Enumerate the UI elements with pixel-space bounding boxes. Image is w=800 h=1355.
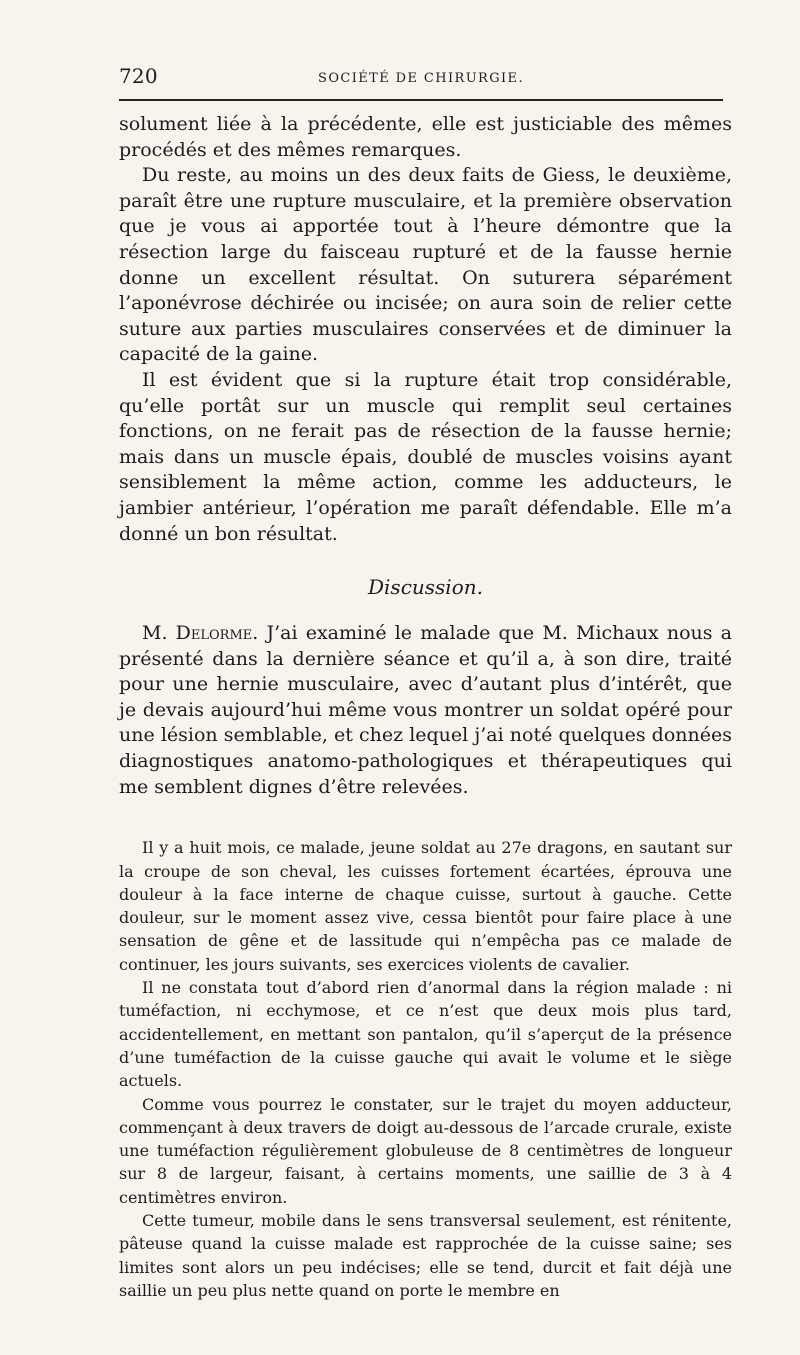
case-paragraph-2: Il ne constata tout d’abord rien d’anormal dans la région malade : ni tuméfaction, ni ecchymose, et ce n’est que deux mois plus tard, accidentellement, en mettant son pantalon, qu’il s’aperçut de la présence d’une tuméfaction de la cuisse gauche qui avait le volume et le siège actuels. — [119, 978, 732, 1091]
main-text — [119, 112, 732, 1302]
discussion-text: J’ai examiné le malade que M. Michaux nous a présenté dans la dernière séance et qu’il a, à son dire, traité pour une hernie musculaire, avec d’autant plus d’intérêt, que je devais aujourd’hui même vous montrer un soldat opéré pour une lésion semblable, et chez lequel j’ai noté quelques données diagnostiques anatomo-pathologiques et thérapeutiques qui me semblent dignes d’être relevées. — [119, 622, 732, 798]
speaker-name: M. Delorme. — [142, 622, 259, 645]
case-paragraph-3: Comme vous pourrez le constater, sur le trajet du moyen adducteur, commençant à deux travers de doigt au-dessous de l’arcade crurale, existe une tuméfaction régulièrement globuleuse de 8 centimètres de longueur sur 8 de largeur, faisant, à certains moments, une saillie de 3 à 4 centimètres environ. — [119, 1094, 732, 1207]
paragraph-2: Du reste, au moins un des deux faits de Giess, le deuxième, paraît être une rupture musculaire, et la première observation que je vous ai apportée tout à l’heure démontre que la résection large du faisceau rupturé et de la fausse hernie donne un excellent résultat. On suturera séparément l’aponévrose déchirée ou incisée; on aura soin de relier cette suture aux parties musculaires conservées et de diminuer la capacité de la gaine. — [119, 164, 732, 366]
discussion-heading: Discussion. — [368, 575, 483, 600]
paragraph-1: solument liée à la précédente, elle est justiciable des mêmes procédés et des mêmes remarques. — [119, 113, 732, 161]
paragraph-3: Il est évident que si la rupture était trop considérable, qu’elle portât sur un muscle qui remplit seul certaines fonctions, on ne ferait pas de résection de la fausse hernie; mais dans un muscle épais, doublé de muscles voisins ayant sensiblement la même action, comme les adducteurs, le jambier antérieur, l’opération me paraît défendable. Elle m’a donné un bon résultat. — [119, 368, 732, 545]
case-paragraph-1: Il y a huit mois, ce malade, jeune soldat au 27e dragons, en sautant sur la croupe de son cheval, les cuisses fortement écartées, éprouva une douleur à la face interne de chaque cuisse, surtout à gauche. Cette douleur, sur le moment assez vive, cessa bientôt pour faire place à une sensation de gêne et de lassitude qui n’empêcha pas ce malade de continuer, les jours suivants, ses exercices violents de cavalier. — [119, 838, 732, 974]
running-title: SOCIÉTÉ DE CHIRURGIE. — [318, 71, 524, 86]
page-number: 720 — [119, 64, 158, 88]
header-rule — [119, 99, 723, 101]
discussion-paragraph — [119, 621, 732, 800]
page-header — [119, 64, 723, 98]
case-report — [119, 836, 732, 1302]
case-paragraph-4: Cette tumeur, mobile dans le sens transversal seulement, est rénitente, pâteuse quand la cuisse malade est rapprochée de la cuisse saine; ses limites sont alors un peu indécises; elle se tend, durcit et fait déjà une saillie un peu plus nette quand on porte le membre en — [119, 1211, 732, 1300]
